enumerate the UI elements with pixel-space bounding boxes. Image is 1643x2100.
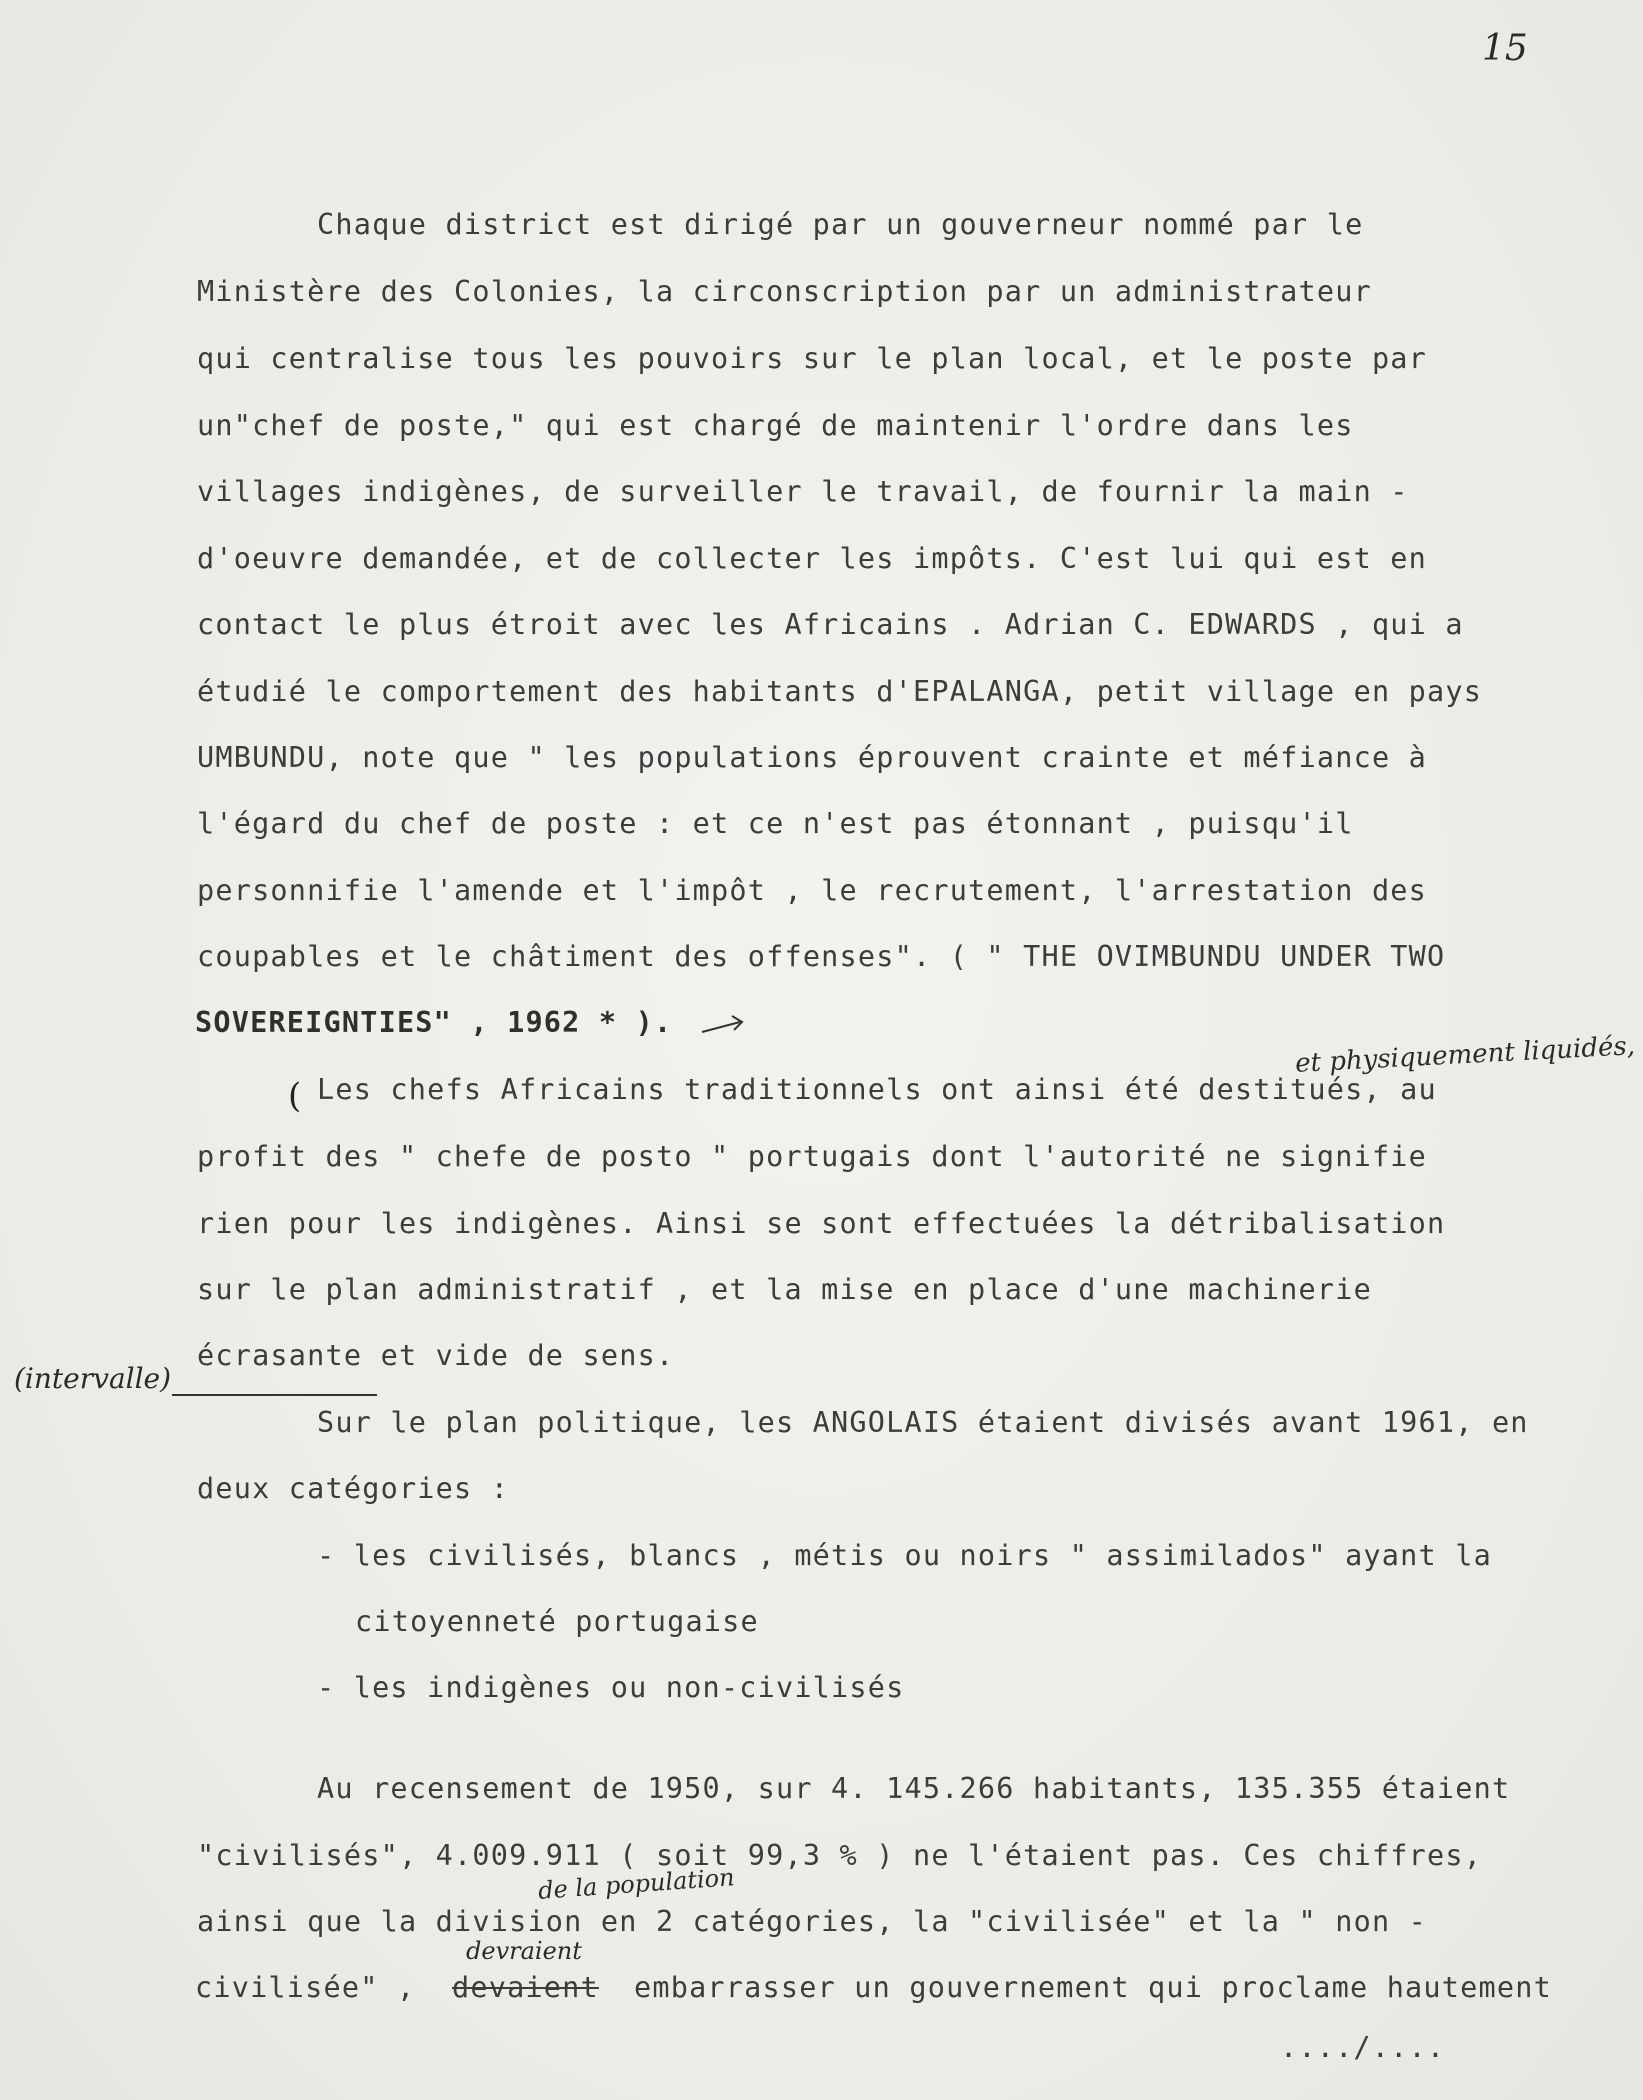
p1-line-11: personnifie l'amende et l'impôt , le recrutement, l'arrestation des xyxy=(197,874,1428,907)
p2-line-2: profit des " chefe de posto " portugais dont l'autorité ne signifie xyxy=(197,1140,1428,1173)
p1-line-6: d'oeuvre demandée, et de collecter les impôts. C'est lui qui est en xyxy=(197,542,1428,575)
p1-line-12: coupables et le châtiment des offenses". ( " THE OVIMBUNDU UNDER TWO xyxy=(197,940,1446,973)
margin-rule xyxy=(172,1394,377,1396)
p2-line-5: écrasante et vide de sens. xyxy=(197,1339,675,1372)
p1-line-7: contact le plus étroit avec les Africains . Adrian C. EDWARDS , qui a xyxy=(197,608,1464,641)
p1-line-5: villages indigènes, de surveiller le travail, de fournir la main - xyxy=(197,475,1409,508)
p2-line-4: sur le plan administratif , et la mise en place d'une machinerie xyxy=(197,1273,1372,1306)
p4-line-4-rest: embarrasser un gouvernement qui proclame hautement xyxy=(634,1971,1552,2004)
p4-line-3: ainsi que la division en 2 catégories, la "civilisée" et la " non - xyxy=(197,1905,1428,1938)
insert-note-population: de la population xyxy=(537,1863,736,1905)
p3-line-2: deux catégories : xyxy=(197,1472,510,1505)
page-number: 15 xyxy=(1482,28,1528,69)
p1-line-2: Ministère des Colonies, la circonscription par un administrateur xyxy=(197,275,1372,308)
insert-note-liquides: et physiquement liquidés, xyxy=(1294,1031,1636,1079)
list-item-1-cont: citoyenneté portugaise xyxy=(355,1605,759,1638)
p1-line-1: Chaque district est dirigé par un gouverneur nommé par le xyxy=(317,208,1364,241)
p2-line-3: rien pour les indigènes. Ainsi se sont effectuées la détribalisation xyxy=(197,1207,1446,1240)
insert-note-devraient: devraient xyxy=(466,1937,582,1965)
p4-line-4: civilisée" , xyxy=(195,1971,416,2004)
struck-word: devaient xyxy=(452,1971,599,2004)
arrow-icon xyxy=(700,1010,750,1040)
p3-line-1: Sur le plan politique, les ANGOLAIS étaient divisés avant 1961, en xyxy=(317,1406,1529,1439)
p1-line-3: qui centralise tous les pouvoirs sur le plan local, et le poste par xyxy=(197,342,1428,375)
continuation-mark: ..../.... xyxy=(1280,2031,1446,2064)
p1-line-13: SOVEREIGNTIES" , 1962 * ). xyxy=(195,1006,673,1039)
margin-note-intervalle: (intervalle) xyxy=(14,1362,172,1395)
list-item-2: - les indigènes ou non-civilisés xyxy=(317,1671,905,1704)
p1-line-9: UMBUNDU, note que " les populations éprouvent crainte et méfiance à xyxy=(197,741,1428,774)
p2-line-1: Les chefs Africains traditionnels ont ainsi été destitués, au xyxy=(317,1073,1437,1106)
list-item-1: - les civilisés, blancs , métis ou noirs " assimilados" ayant la xyxy=(317,1539,1492,1572)
p1-line-4: un"chef de poste," qui est chargé de maintenir l'ordre dans les xyxy=(197,409,1354,442)
p4-line-1: Au recensement de 1950, sur 4. 145.266 habitants, 135.355 étaient xyxy=(317,1772,1511,1805)
p1-line-10: l'égard du chef de poste : et ce n'est pas étonnant , puisqu'il xyxy=(197,807,1354,840)
p1-line-8: étudié le comportement des habitants d'EPALANGA, petit village en pays xyxy=(197,675,1483,708)
bracket-mark: ( xyxy=(288,1076,302,1116)
p4-line-2: "civilisés", 4.009.911 ( soit 99,3 % ) ne l'étaient pas. Ces chiffres, xyxy=(197,1839,1483,1872)
